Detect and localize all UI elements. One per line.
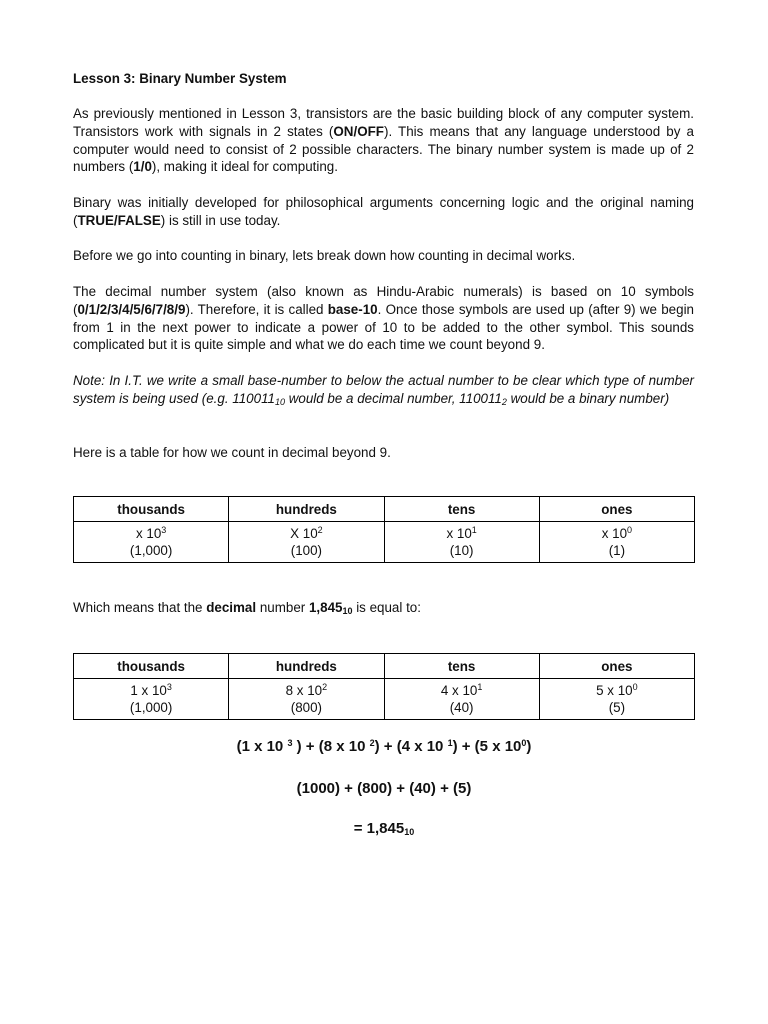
example-table [73, 653, 695, 720]
formula-sum: (1000) + (800) + (40) + (5) [296, 780, 472, 797]
table-cell [539, 522, 694, 563]
p6-bold-decimal: decimal [206, 600, 257, 615]
table-header-cell: tens [384, 654, 539, 679]
p1-text-e: ), making it ideal for computing. [151, 159, 338, 175]
power-exponent: 2 [322, 682, 328, 692]
p4-text-e: . Once those symbols are used up (after 9) we begin from 1 in the next power to indicate a power of 10 to be added to the other symbol. This sounds complicated but it is quite simple and what we do each time we count beyond 9. [73, 301, 694, 353]
power-base: x 10 [446, 526, 472, 541]
formula-exponent: 0 [521, 738, 527, 748]
formula-result [0, 820, 768, 837]
paragraph-decimal-system [73, 283, 694, 354]
place-value: (5) [608, 700, 626, 715]
table-cell [384, 522, 539, 563]
p1-bold-on-off: ON/OFF [333, 123, 384, 139]
p4-text-a: The decimal number system (also known as Hindu-Arabic numerals) is based on 10 symbols ( [73, 284, 694, 317]
formula-part: (1 x 10 [236, 738, 288, 755]
note-text-b: would be a decimal number, 110011 [285, 390, 502, 406]
formula-powers [0, 738, 768, 755]
table-header-cell: tens [384, 497, 539, 522]
p6-bold-number: 1,845 [308, 600, 343, 615]
result-subscript: 10 [404, 827, 415, 837]
place-value: (10) [449, 543, 474, 558]
note-text-c: would be a binary number) [506, 390, 670, 406]
power-base: 5 x 10 [596, 683, 633, 698]
power-exponent: 0 [627, 525, 633, 535]
place-value: (40) [449, 700, 474, 715]
note-subscript-2: 2 [501, 396, 507, 407]
p1-bold-one-zero: 1/0 [133, 159, 152, 175]
power-base: 4 x 10 [440, 683, 478, 698]
formula-part: ) [526, 738, 532, 755]
note-paragraph [73, 372, 694, 408]
table-cell [539, 679, 694, 720]
p6-text-c: number [256, 600, 309, 615]
formula-part: ) + (5 x 10 [452, 738, 522, 755]
power-exponent: 1 [471, 525, 477, 535]
power-exponent: 2 [317, 525, 323, 535]
paragraph-table-intro: Here is a table for how we count in decimal beyond 9. [73, 445, 391, 460]
power-base: x 10 [135, 526, 162, 541]
power-base: 1 x 10 [130, 683, 167, 698]
table-cell [74, 522, 229, 563]
table-header-row [74, 497, 695, 522]
place-value: (1,000) [129, 700, 173, 715]
table-cell [229, 679, 384, 720]
p6-text-e: is equal to: [352, 600, 421, 615]
place-value-table [73, 496, 695, 563]
formula-part: ) + (4 x 10 [374, 738, 448, 755]
table-row [74, 679, 695, 720]
power-base: X 10 [290, 526, 318, 541]
result-number: = 1,845 [353, 820, 405, 837]
formula-part: ) + (8 x 10 [292, 738, 370, 755]
place-value: (1) [608, 543, 626, 558]
table-cell [74, 679, 229, 720]
table-row [74, 522, 695, 563]
note-subscript-10: 10 [274, 396, 285, 407]
place-value: (100) [290, 543, 322, 558]
lesson-title: Lesson 3: Binary Number System [73, 71, 287, 86]
table-header-cell: hundreds [229, 497, 384, 522]
table-header-cell: hundreds [229, 654, 384, 679]
power-exponent: 3 [161, 525, 167, 535]
formula-exponent: 2 [369, 738, 375, 748]
p6-subscript-10: 10 [342, 606, 353, 616]
p6-text-a: Which means that the [73, 600, 207, 615]
p1-text-c: ). This means that any language understood by a computer would need to consist of 2 possible characters. The binary number system is made up of 2 numbers ( [73, 123, 694, 175]
table-cell [229, 522, 384, 563]
p2-text-c: ) is still in use today. [160, 212, 281, 228]
place-value: (800) [290, 700, 322, 715]
table-header-row [74, 654, 695, 679]
power-exponent: 1 [477, 682, 483, 692]
p2-text-a: Binary was initially developed for philosophical arguments concerning logic and the original naming ( [73, 195, 694, 228]
place-value: (1,000) [129, 543, 173, 558]
p4-text-c: ). Therefore, it is called [185, 301, 328, 317]
table-header-cell: ones [539, 497, 694, 522]
power-exponent: 3 [166, 682, 172, 692]
paragraph-transistors [73, 105, 694, 176]
p2-bold-true-false: TRUE/FALSE [77, 212, 161, 228]
table-cell [384, 679, 539, 720]
formula-exponent: 1 [447, 738, 453, 748]
power-base: x 10 [601, 526, 628, 541]
paragraph-binary-history [73, 194, 694, 230]
p4-bold-symbols: 0/1/2/3/4/5/6/7/8/9 [77, 301, 186, 317]
power-base: 8 x 10 [285, 683, 323, 698]
table-header-cell: ones [539, 654, 694, 679]
note-text-a: Note: In I.T. we write a small base-number to below the actual number to be clear which type of number system is being used (e.g. 110011 [73, 373, 694, 406]
p1-text-a: As previously mentioned in Lesson 3, transistors are the basic building block of any computer system. Transistors work with signals in 2 states ( [73, 106, 694, 139]
paragraph-counting-intro: Before we go into counting in binary, lets break down how counting in decimal works. [73, 248, 576, 263]
formula-exponent: 3 [287, 738, 293, 748]
table-header-cell: thousands [74, 654, 229, 679]
paragraph-example-intro [73, 599, 694, 617]
p4-bold-base-10: base-10 [327, 301, 378, 317]
table-header-cell: thousands [74, 497, 229, 522]
power-exponent: 0 [632, 682, 638, 692]
